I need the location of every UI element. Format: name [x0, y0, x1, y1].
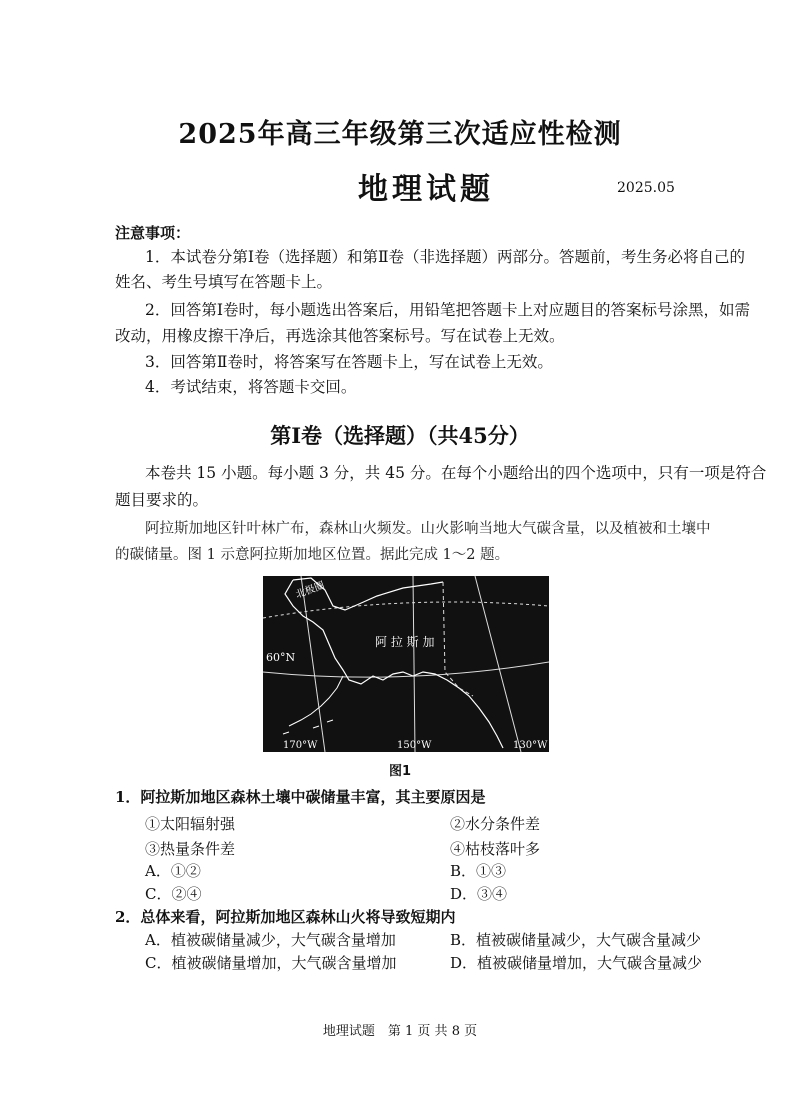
lon-150w-label: 150°W [397, 740, 432, 751]
notice-line-1b: 姓名、考生号填写在答题卡上。 [115, 273, 333, 291]
alaska-map [263, 576, 549, 752]
q2-option-c: C．植被碳储量增加，大气碳含量增加 [145, 954, 397, 972]
section-title: 第Ⅰ卷（选择题）（共45分） [270, 423, 530, 448]
q1-item-4: ④枯枝落叶多 [450, 840, 541, 858]
figure-caption: 图1 [388, 764, 412, 779]
q1-option-c: C．②④ [145, 885, 202, 903]
q2-option-a: A．植被碳储量减少，大气碳含量增加 [145, 931, 396, 949]
alaska-label: 阿 拉 斯 加 [375, 635, 435, 649]
q1-option-a: A．①② [145, 862, 201, 880]
subject-title: 地理试题 [358, 172, 494, 207]
page-footer: 地理试题 第 1 页 共 8 页 [322, 1024, 478, 1039]
notice-line-1a: 1．本试卷分第Ⅰ卷（选择题）和第Ⅱ卷（非选择题）两部分。答题前，考生务必将自己的 [145, 248, 746, 266]
section-intro-a: 本卷共 15 小题。每小题 3 分，共 45 分。在每个小题给出的四个选项中，只有一项是符合 [145, 464, 767, 482]
lon-130w-label: 130°W [513, 740, 548, 751]
lat-60n-label: 60°N [266, 651, 296, 664]
question-stem-b: 的碳储量。图 1 示意阿拉斯加地区位置。据此完成 1～2 题。 [115, 547, 510, 563]
q2-text: 2．总体来看，阿拉斯加地区森林山火将导致短期内 [115, 908, 456, 926]
exam-title: 2025年高三年级第三次适应性检测 [178, 119, 622, 150]
q2-option-d: D．植被碳储量增加，大气碳含量减少 [450, 954, 703, 972]
question-stem-a: 阿拉斯加地区针叶林广布，森林山火频发。山火影响当地大气碳含量，以及植被和土壤中 [145, 521, 711, 537]
lon-170w-label: 170°W [283, 740, 318, 751]
arctic-circle-label: 北极圈 [294, 580, 327, 601]
notice-line-4: 4．考试结束，将答题卡交回。 [145, 378, 357, 396]
q1-text: 1．阿拉斯加地区森林土壤中碳储量丰富，其主要原因是 [115, 788, 486, 806]
notice-line-2b: 改动，用橡皮擦干净后，再选涂其他答案标号。写在试卷上无效。 [115, 327, 565, 345]
notice-line-2a: 2．回答第Ⅰ卷时，每小题选出答案后，用铅笔把答题卡上对应题目的答案标号涂黑，如需 [145, 301, 750, 319]
q2-option-b: B．植被碳储量减少，大气碳含量减少 [450, 931, 702, 949]
exam-date: 2025.05 [617, 180, 675, 196]
q1-option-b: B．①③ [450, 862, 507, 880]
notice-heading: 注意事项： [115, 224, 191, 242]
notice-line-3: 3．回答第Ⅱ卷时，将答案写在答题卡上，写在试卷上无效。 [145, 353, 553, 371]
q1-item-1: ①太阳辐射强 [145, 815, 236, 833]
q1-option-d: D．③④ [450, 885, 508, 903]
q1-item-2: ②水分条件差 [450, 815, 541, 833]
q1-item-3: ③热量条件差 [145, 840, 236, 858]
map-background [263, 576, 549, 752]
section-intro-b: 题目要求的。 [115, 491, 209, 509]
